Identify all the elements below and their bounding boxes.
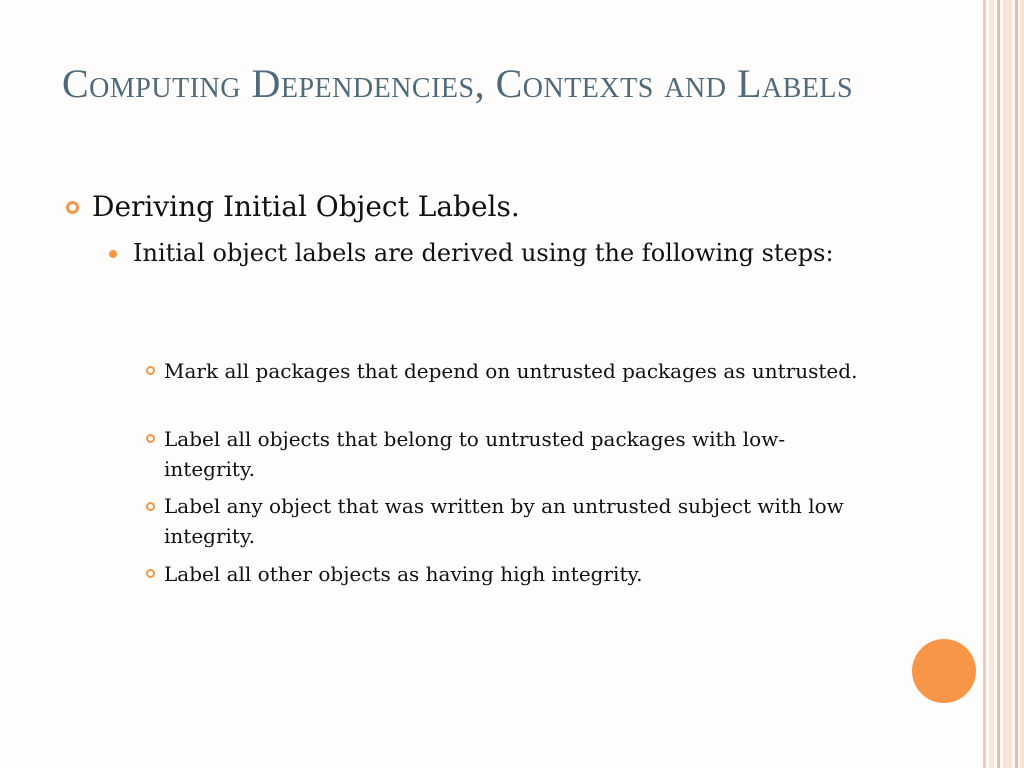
- list-item: Label all objects that belong to untrusted packages with low-integrity.: [164, 427, 786, 481]
- slide-title: Computing Dependencies, Contexts and Labels: [62, 61, 854, 106]
- orange-circle-icon: [912, 639, 976, 703]
- list-item: Mark all packages that depend on untrusted packages as untrusted.: [164, 359, 858, 383]
- bullet-level1-text: Deriving Initial Object Labels.: [92, 190, 520, 223]
- list-item: Label all other objects as having high integrity.: [164, 562, 643, 586]
- dot-bullet-icon: [109, 250, 117, 258]
- ring-bullet-icon: [146, 502, 155, 511]
- decor-stripe-5: [1015, 0, 1018, 768]
- decor-stripe-2: [989, 0, 994, 768]
- ring-bullet-icon: [146, 434, 155, 443]
- decor-stripe-1: [983, 0, 986, 768]
- list-item: Label any object that was written by an untrusted subject with low integrity.: [164, 494, 844, 548]
- decor-stripe-6: [1020, 0, 1024, 768]
- ring-bullet-icon: [66, 201, 79, 214]
- ring-bullet-icon: [146, 569, 155, 578]
- bullet-level2-text: Initial object labels are derived using the following steps:: [133, 239, 834, 267]
- decor-stripe-3: [997, 0, 1000, 768]
- decor-stripe-4: [1003, 0, 1012, 768]
- ring-bullet-icon: [146, 366, 155, 375]
